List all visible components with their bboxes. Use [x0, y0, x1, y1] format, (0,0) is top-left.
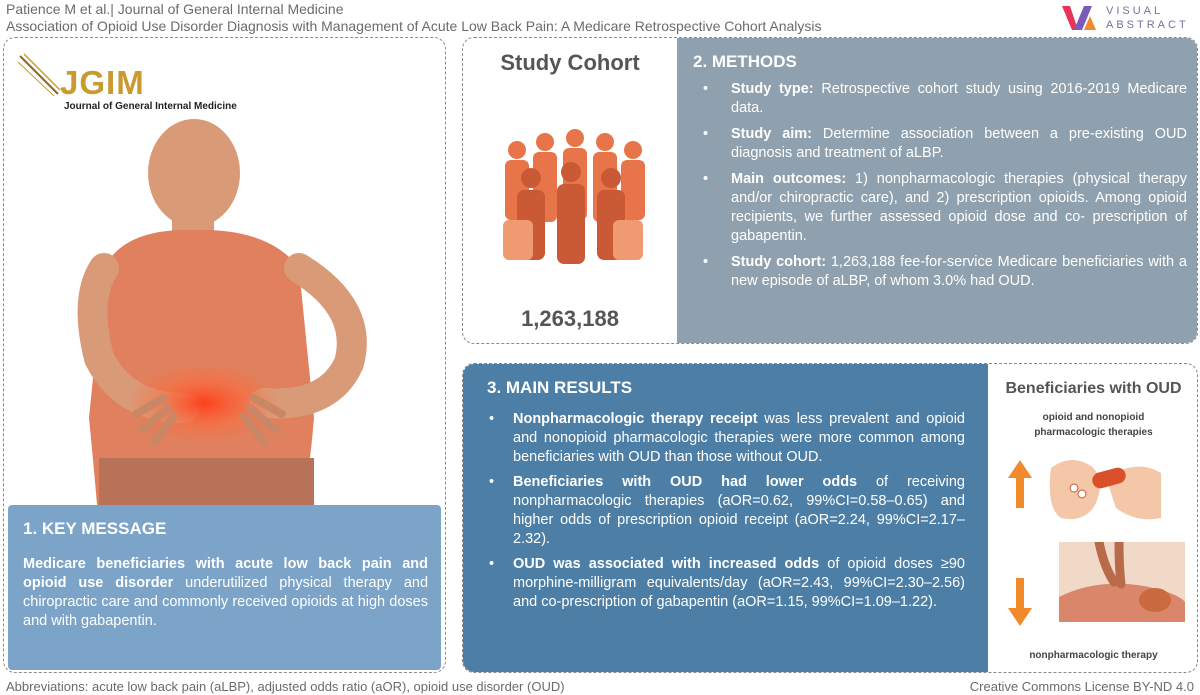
- citation-line: Patience M et al.| Journal of General Internal Medicine: [6, 1, 344, 17]
- results-item: [489, 473, 965, 549]
- results-item-bold: Nonpharmacologic therapy receipt: [513, 411, 758, 427]
- cohort-count: 1,263,188: [521, 306, 619, 331]
- va-logo-icon: [1060, 2, 1100, 36]
- cohort-title: Study Cohort: [500, 50, 640, 75]
- massage-figure: [1059, 542, 1185, 622]
- oud-up-label: opioid and nonopioid pharmacologic therapies: [1034, 412, 1153, 438]
- jgim-logo: [14, 50, 237, 116]
- results-list: [489, 410, 965, 618]
- down-arrow-icon: [1008, 578, 1032, 626]
- key-message-panel: [3, 37, 446, 673]
- methods-item-text: 1,263,188 fee-for-service Medicare beneficiaries with a new episode of aLBP, of whom 3.0% had OUD.: [731, 254, 1187, 289]
- results-item-text: of opioid doses ≥90 morphine-milligram equivalents/day (aOR=2.43, 99%CI=2.30–2.56) and co-prescription of gabapentin (aOR=1.15, 99%CI=1.09–1.22).: [513, 556, 965, 610]
- methods-item-text: Determine association between a pre-existing OUD diagnosis and treatment of aLBP.: [731, 126, 1188, 161]
- title-line: Association of Opioid Use Disorder Diagnosis with Management of Acute Low Back Pain: A Medicare Retrospective Cohort Analysis: [6, 18, 822, 34]
- jgim-title: JGIM: [60, 64, 145, 101]
- results-item: [489, 555, 965, 612]
- methods-item-text: Retrospective cohort study using 2016-2019 Medicare data.: [731, 81, 1188, 116]
- methods-item: [703, 170, 1187, 246]
- header: [6, 1, 822, 35]
- methods-list: [703, 80, 1187, 298]
- footer-abbreviations: Abbreviations: acute low back pain (aLBP), adjusted odds ratio (aOR), opioid use disorder (OUD): [6, 679, 565, 694]
- results-item: [489, 410, 965, 467]
- oud-down-label: nonpharmacologic therapy: [1029, 650, 1158, 661]
- results-box: [463, 364, 988, 673]
- methods-item: [703, 125, 1187, 163]
- pills-hand-figure: [1046, 448, 1164, 528]
- oud-title: Beneficiaries with OUD: [1005, 380, 1182, 397]
- methods-item-label: Study aim:: [731, 126, 813, 142]
- key-message-title: 1. KEY MESSAGE: [23, 519, 167, 538]
- crowd-figure: [487, 120, 657, 275]
- results-item-text: of receiving nonpharmacologic therapies (aOR=0.62, 99%CI=0.58–0.65) and higher odds of prescription opioid receipt (aOR=2.24, 99%CI=2.17–2.32).: [513, 474, 965, 547]
- visual-abstract-logo: [1060, 2, 1196, 38]
- key-message-text: [23, 555, 428, 631]
- brand-line2: ABSTRACT: [1106, 19, 1189, 31]
- methods-title: 2. METHODS: [693, 52, 797, 71]
- methods-item-label: Study cohort:: [731, 254, 827, 270]
- methods-panel: [462, 37, 1198, 344]
- methods-item-text: 1) nonpharmacologic therapies (physical therapy and/or chiropractic care), and 2) prescription opioids. Among opioid recipients, we further assessed opioid dose and co- prescription of gabapentin.: [731, 171, 1187, 244]
- results-panel: [462, 363, 1198, 673]
- key-message-rest: underutilized physical therapy and chiropractic care and commonly received opioids at high doses and with gabapentin.: [23, 575, 429, 629]
- results-item-text: was less prevalent and opioid and nonopioid pharmacologic therapies were more common among beneficiaries with OUD than those without OUD.: [513, 411, 965, 465]
- up-arrow-icon: [1008, 460, 1032, 508]
- methods-item: [703, 80, 1187, 118]
- methods-item: [703, 253, 1187, 291]
- back-pain-figure: [64, 118, 404, 528]
- footer-license: Creative Commons License BY-ND 4.0: [969, 679, 1194, 694]
- methods-item-label: Main outcomes:: [731, 171, 847, 187]
- results-item-bold: Beneficiaries with OUD had lower odds: [513, 474, 858, 490]
- methods-box: [677, 38, 1198, 344]
- key-message-bold: Medicare beneficiaries with acute low back pain and opioid use disorder: [23, 556, 428, 591]
- jgim-subtitle: Journal of General Internal Medicine: [64, 101, 237, 112]
- methods-item-label: Study type:: [731, 81, 814, 97]
- brand-line1: VISUAL: [1106, 5, 1164, 17]
- key-message-box: [8, 505, 441, 670]
- results-item-bold: OUD was associated with increased odds: [513, 556, 820, 572]
- results-title: 3. MAIN RESULTS: [487, 378, 633, 397]
